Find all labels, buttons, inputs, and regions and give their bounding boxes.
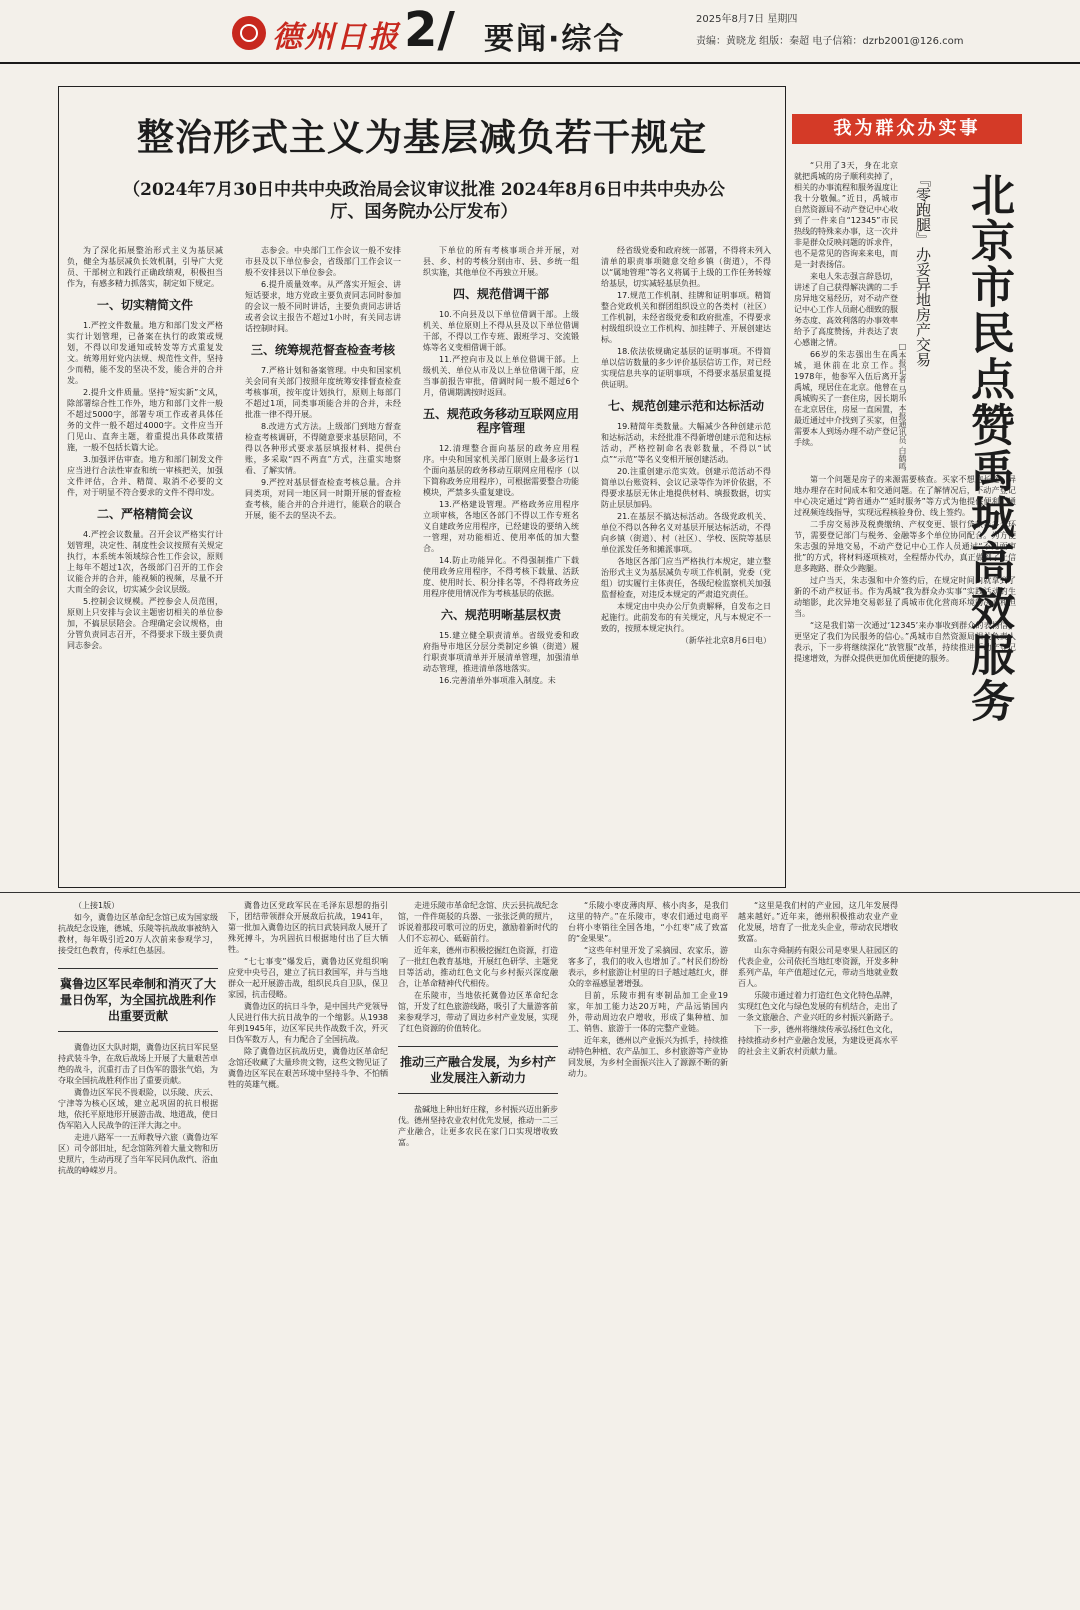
bottom-column-1 (58, 900, 218, 1590)
paragraph: 66岁的朱志强出生在禹城，退休前在北京工作。1978年，他参军入伍后离开禹城，现居住在北京。他曾在禹城购买了一套住房，因长期在北京居住，房屋一直闲置，最近通过中介找到了买家，但需要本人到场办理不动产登记手续。 (794, 350, 898, 447)
paragraph: 各地区各部门应当严格执行本规定，建立整治形式主义为基层减负专项工作机制，党委（党组）切实履行主体责任，各级纪检监察机关加强监督检查，对违反本规定的严肃追究责任。 (601, 557, 771, 599)
paragraph: 乐陵市通过着力打造红色文化特色品牌，实现红色文化与绿色发展的有机结合，走出了一条文旅融合、产业兴旺的乡村振兴新路子。 (738, 991, 898, 1022)
paragraph: 近年来，德州市积极挖掘红色资源，打造了一批红色教育基地，开展红色研学、主题党日等活动，推动红色文化与乡村振兴深度融合，让革命精神代代相传。 (398, 946, 558, 988)
paragraph: 来电人朱志强言辞恳切，讲述了自己获得解决满的二手房异地交易经历，对不动产登记中心工作人员耐心细致的服务态度、高效利落的办事效率给予了高度赞扬，并表达了衷心感谢之情。 (794, 272, 898, 347)
article-subhead: （2024年7月30日中共中央政治局会议审议批准 2024年8月6日中共中央办公厅、国务院办公厅发布） (123, 180, 725, 222)
article-column-4 (601, 245, 771, 875)
paragraph: 15.建立健全职责清单。省级党委和政府指导市地区分层分类制定乡镇（街道）履行职责事项清单并开展清单管理，加强清单动态管理，推进清单落地落实。 (423, 631, 579, 673)
section-title: 要闻·综合 (484, 22, 626, 57)
subsection-heading: 冀鲁边区军民牵制和消灭了大量日伪军，为全国抗战胜利作出重要贡献 (58, 968, 218, 1032)
article-headline: 整治形式主义为基层减负若干规定 (137, 115, 707, 159)
paragraph: 11.严控向市及以上单位借调干部。上级机关、单位从市及以上单位借调干部，应当事前报告审批，借调时间一般不超过6个月，借调期满按时返回。 (423, 355, 579, 397)
paragraph: 3.加强评估审查。地方和部门制发文件应当进行合法性审查和统一审核把关，加强文件评估，合并、精简、取消不必要的文件，对于明显不符合要求的文件不得印发。 (67, 455, 223, 497)
section-heading: 五、规范政务移动互联网应用程序管理 (423, 407, 579, 435)
bottom-column-2 (228, 900, 388, 1590)
paragraph: 10.不向县及以下单位借调干部。上级机关、单位原则上不得从县及以下单位借调干部，不得以工作专班、跟班学习、交流锻炼等名义变相借调干部。 (423, 310, 579, 352)
paragraph: 18.依法依规确定基层的证明事项。不得简单以信访数量的多少评价基层信访工作，对已经实现信息共享的证明事项，不得要求基层重复提供证明。 (601, 347, 771, 389)
paragraph: 本规定由中央办公厅负责解释，自发布之日起施行。此前发布的有关规定，凡与本规定不一致的，按照本规定执行。 (601, 602, 771, 633)
main-article (58, 86, 786, 888)
paragraph: 7.严格计划和备案管理。中央和国家机关会同有关部门按照年度统筹安排督查检查考核事项，按年度计划执行，原则上每部门不超过1项，同类事项能合并的合并，未经批准一律不得开展。 (245, 366, 401, 419)
paragraph: 19.精简年类数量。大幅减少各种创建示范和达标活动，未经批准不得新增创建示范和达标活动，严格控制命名表彰数量，不得以“试点”“示范”等名义变相开展创建活动。 (601, 422, 771, 464)
paragraph: 20.注重创建示范实效。创建示范活动不得简单以台账资料、会议记录等作为评价依据，不得要求基层无休止地提供材料、填报数据，切实防止层层加码。 (601, 467, 771, 509)
issue-date: 2025年8月7日 星期四 (696, 14, 798, 25)
subsection-heading: 推动三产融合发展，为乡村产业发展注入新动力 (398, 1046, 558, 1094)
paragraph: 4.严控会议数量。召开会议严格实行计划管理，决定性、制度性会议按照有关规定执行，本系统本领域综合性工作会议，原则上每年不超过1次，各级部门召开的工作会议能合并的合并，能视频的视频，尽量不开大而全的会议，切实减少会议层级。 (67, 530, 223, 594)
paragraph: 如今，冀鲁边区革命纪念馆已成为国家级抗战纪念设施，德城、乐陵等抗战故事被纳入教材，每年吸引近20万人次前来参观学习，接受红色教育，传承红色基因。 (58, 913, 218, 955)
paragraph: 走进八路军一一五师教导六旅（冀鲁边军区）司令部旧址，纪念馆陈列着大量文物和历史照片，生动再现了当年军民同仇敌忾、浴血抗战的峥嵘岁月。 (58, 1133, 218, 1175)
paragraph: 过户当天，朱志强和中介签约后，在规定时间内就拿到了新的不动产权证书。作为禹城“我为群众办实事”实践活动的生动缩影，此次异地交易彰显了禹城市优化营商环境的决心和担当。 (794, 576, 1016, 618)
paragraph: 5.控制会议规模。严控参会人员范围，原则上只安排与会议主题密切相关的单位参加，不搞层层陪会。合理确定会议规格，由分管负责同志召开，不得要求下级主要负责同志参会。 (67, 597, 223, 650)
paragraph: 在乐陵市，当地依托冀鲁边区革命纪念馆，开发了红色旅游线路，吸引了大量游客前来参观学习，带动了周边乡村产业发展，实现了红色资源的价值转化。 (398, 991, 558, 1033)
paragraph: 为了深化拓展整治形式主义为基层减负，健全为基层减负长效机制，引导广大党员、干部树立和践行正确政绩观，积极担当作为，有感多精力抓落实，制定如下规定。 (67, 246, 223, 288)
paragraph: 21.在基层不搞达标活动。各级党政机关、单位不得以各种名义对基层开展达标活动，不得向乡镇（街道）、村（社区）、学校、医院等基层单位派发任务和摊派事项。 (601, 512, 771, 554)
bottom-column-5 (738, 900, 898, 1590)
section-heading: 二、严格精简会议 (96, 507, 193, 521)
paragraph: 山东寺舜制药有限公司是枣果人驻园区的代表企业，公司依托当地红枣资源，开发多种系列产品，年产值超过亿元，带动当地就业数百人。 (738, 946, 898, 988)
paragraph: 目前，乐陵市拥有枣制品加工企业19家，年加工能力达20万吨，产品远销国内外，带动周边农户增收，形成了集种植、加工、销售、旅游于一体的完整产业链。 (568, 991, 728, 1033)
section-divider (0, 892, 1080, 893)
paragraph: 14.防止功能异化。不得强制推广下载使用政务应用程序，不得考核下载量、活跃度、使用时长、积分排名等，不得将政务应用程序使用情况作为考核基层的依据。 (423, 556, 579, 598)
paragraph: 16.完善清单外事项准入制度。未 (439, 676, 556, 685)
paragraph: 冀鲁边区党政军民在毛泽东思想的指引下，团结带领群众开展敌后抗战，1941年，第一批加入冀鲁边区的抗日武装同敌人展开了殊死搏斗，为巩固抗日根据地付出了巨大牺牲。 (228, 901, 388, 954)
column-tag: 我为群众办实事 (792, 114, 1022, 144)
paragraph: “这些年村里开发了采摘园、农家乐，游客多了，我们的收入也增加了。”村民们纷纷表示，乡村旅游让村里的日子越过越红火，群众的幸福感显著增强。 (568, 946, 728, 988)
paragraph: “七七事变”爆发后，冀鲁边区党组织响应党中央号召，建立了抗日救国军，并与当地群众一起开展游击战，组织民兵自卫队，保卫家园，抗击侵略。 (228, 957, 388, 999)
article-column-3 (423, 245, 579, 875)
sidebar-subhead: 『零跑腿』办妥异地房产交易 (914, 172, 932, 367)
section-heading: 三、统筹规范督查检查考核 (250, 343, 395, 357)
sidebar-headline: 北京市民点赞禹城高效服务 (963, 172, 1014, 724)
editor-line: 责编：黄晓龙 组版：秦超 电子信箱：dzrb2001@126.com (696, 36, 964, 47)
page-number: 2/ (404, 2, 455, 58)
paragraph: 盐碱地上种出好庄稼，乡村振兴迈出新步伐。德州坚持农业农村优先发展，推动一二三产业融合，让更多农民在家门口实现增收致富。 (398, 1105, 558, 1147)
sidebar-byline: □本报记者 马乐 本报通讯员 白鹤鸣 (898, 342, 907, 471)
section-heading: 七、规范创建示范和达标活动 (607, 399, 764, 413)
article-column-2 (245, 245, 401, 875)
sidebar-body (794, 474, 1016, 886)
paragraph: 12.清理整合面向基层的政务应用程序。中央和国家机关部门原则上最多运行1个面向基层的政务移动互联网应用程序（以下简称政务应用程序），可根据需要整合功能模块，严禁多头重复建设。 (423, 444, 579, 497)
bottom-column-3 (398, 900, 558, 1590)
masthead (0, 0, 1080, 64)
paragraph: 冀鲁边区的抗日斗争，是中国共产党领导人民进行伟大抗日战争的一个缩影。从1938年到1945年，边区军民共作战数千次，歼灭日伪军数万人，有力配合了全国抗战。 (228, 1002, 388, 1044)
section-heading: 四、规范借调干部 (452, 287, 549, 301)
section-heading: 一、切实精简文件 (96, 298, 193, 312)
bottom-column-4 (568, 900, 728, 1590)
paragraph: “这里是我们村的产业园，这几年发展得越来越好。”近年来，德州积极推动农业产业化发展，培育了一批龙头企业，带动农民增收致富。 (738, 901, 898, 943)
paragraph: “只用了3天，身在北京就把禹城的房子顺利卖掉了，相关的办事流程和服务温度让我十分敬佩。”近日，禹城市自然资源局不动产登记中心收到了一件来自“12345”市民热线的特殊来办事，这一次并非是群众反映问题的诉求件，也不是常见的咨询来来电，而是一封表扬信。 (794, 161, 898, 269)
source-note: （新华社北京8月6日电） (680, 636, 771, 645)
paragraph: 近年来，德州以产业振兴为抓手，持续推动特色种植、农产品加工、乡村旅游等产业协同发展，为乡村全面振兴注入了源源不断的新动力。 (568, 1036, 728, 1078)
article-column-1 (67, 245, 223, 875)
section-heading: 六、规范明晰基层权责 (440, 608, 561, 622)
paragraph: 下一步，德州将继续传承弘扬红色文化，持续推动乡村产业融合发展，为建设更高水平的社会主义新农村贡献力量。 (738, 1025, 898, 1056)
paragraph: 冀鲁边区大队时期，冀鲁边区抗日军民坚持武装斗争，在敌后战场上开展了大量艰苦卓绝的战斗，沉重打击了日伪军的嚣张气焰，为夺取全国抗战胜利作出了重要贡献。 (58, 1043, 218, 1085)
paragraph: 经省级党委和政府统一部署，不得将未列入清单的职责事项随意交给乡镇（街道），不得以“属地管理”等名义将属于上级的工作任务转嫁给基层，切实减轻基层负担。 (601, 246, 771, 288)
paragraph: 第一个问题是房子的来源需要核查。买家不想跑长途，异地办理存在时间成本和交通问题。在了解情况后，不动产登记中心决定通过“跨省通办”“延时服务”等方式为他提供便利，通过视频连线指导，实现远程核验身份、线上签约。 (794, 475, 1016, 517)
newspaper-name: 德州日报 (272, 20, 400, 55)
paragraph: 1.严控文件数量。地方和部门发文严格实行计划管理，已备案在执行的政策或规划，不得以印发通知或转发等方式重复发文。统筹用好党内法规、规范性文件，坚持少而精，能不发的坚决不发，能合并的合并发。 (67, 321, 223, 385)
paragraph: 2.提升文件质量。坚持“短实新”文风，除部署综合性工作外，地方和部门文件一般不超过5000字，部署专项工作或者具体任务的文件一般不超过4000字。文件应当开门见山、直奔主题，着重提出具体政策措施，一般不包括长篇大论。 (67, 388, 223, 452)
paragraph: 二手房交易涉及税费缴纳、产权变更、银行贷款等多个环节，需要登记部门与税务、金融等多个单位协同配合。为方便朱志强的异地交易，不动产登记中心工作人员通过“不见面审批”的方式，将材料逐项核对，全程帮办代办，真正做到了让信息多跑路、群众少跑腿。 (794, 520, 1016, 573)
paragraph: 9.严控对基层督查检查考核总量。合并同类项，对同一地区同一时期开展的督查检查考核，能合并的合并进行，能联合的联合开展，能不去的坚决不去。 (245, 478, 401, 520)
paragraph: 冀鲁边区军民不畏艰险，以乐陵、庆云、宁津等为核心区域，建立起巩固的抗日根据地，依托平原地形开展游击战、地道战，使日伪军陷入人民战争的汪洋大海之中。 (58, 1088, 218, 1130)
paragraph: 除了冀鲁边区抗战历史，冀鲁边区革命纪念馆还收藏了大量珍贵文物，这些文物见证了冀鲁边区军民在艰苦环境中坚持斗争、不怕牺牲的英雄气概。 (228, 1047, 388, 1089)
sidebar-story (792, 114, 1022, 890)
paragraph: 下单位的所有考核事项合并开展，对县、乡、村的考核分别由市、县、乡统一组织实施，其他单位不再独立开展。 (423, 246, 579, 277)
paragraph: 13.严格建设管理。严格政务应用程序立项审核，各地区各部门不得以工作专班名义自建政务应用程序，已经建设的要纳入统一管理，对功能相近、使用率低的加大整合。 (423, 500, 579, 553)
paragraph: “这是我们第一次通过‘12345’来办事收到群众的表扬信，更坚定了我们为民服务的信心。”禹城市自然资源局相关负责人表示，下一步将继续深化“放管服”改革，持续推进不动产登记提速增效，为群众提供更加优质便捷的服务。 (794, 621, 1016, 663)
continuation-note: （上接1版） (74, 901, 120, 910)
paragraph: 6.提升质量效率。从严落实开短会、讲短话要求，地方党政主要负责同志同时参加的会议一般不同时讲话，主要负责同志讲话或者会议主报告不超过1小时，有关同志讲话控制时间。 (245, 280, 401, 333)
paragraph: 志参会。中央部门工作会议一般不安排市县及以下单位参会，省级部门工作会议一般不安排县以下单位参会。 (245, 246, 401, 277)
paragraph: 8.改进方式方法。上级部门到地方督查检查考核调研，不得随意要求基层陪同，不得以各种形式要求基层填报材料、提供台账，多采取“四不两直”方式，注重实地察看、了解实情。 (245, 422, 401, 475)
paragraph: 走进乐陵市革命纪念馆、庆云县抗战纪念馆，一件件斑驳的兵器、一张张泛黄的照片，诉说着那段可歌可泣的历史，激励着新时代的人们不忘初心、砥砺前行。 (398, 901, 558, 943)
newspaper-logo-icon (232, 16, 266, 50)
paragraph: 17.规范工作机制、挂牌和证明事项。精简整合党政机关和群团组织设立的各类村（社区）工作机制，未经省级党委和政府批准，不得要求村级组织设立工作机构、加挂牌子、开展创建达标。 (601, 291, 771, 344)
paragraph: “乐陵小枣皮薄肉厚、核小肉多，是我们这里的特产。”在乐陵市，枣农们通过电商平台将小枣销往全国各地，“小红枣”成了致富的“金果果”。 (568, 901, 728, 943)
